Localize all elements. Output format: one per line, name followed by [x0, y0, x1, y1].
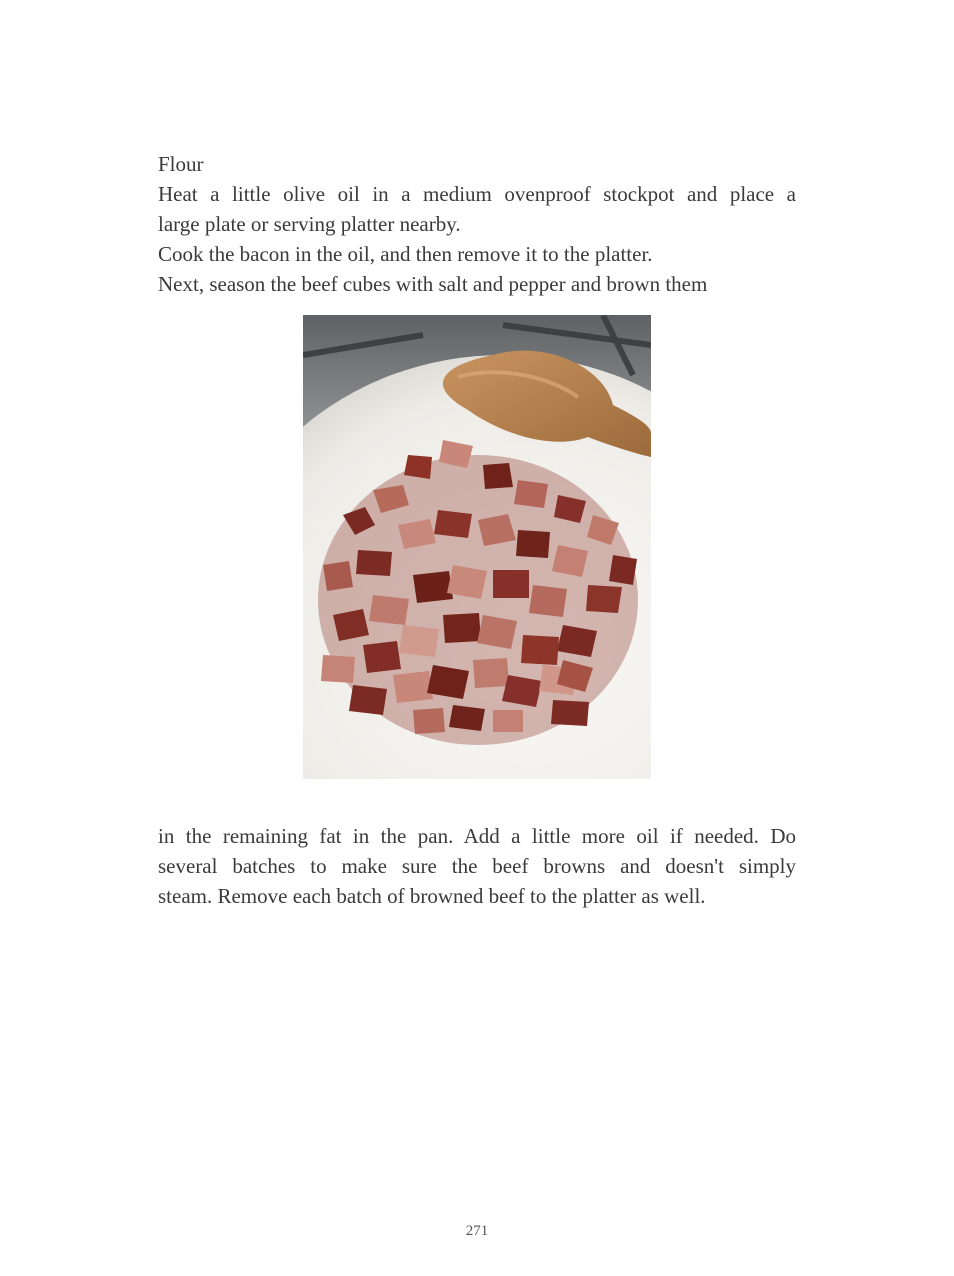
- bacon-photo: [303, 315, 651, 779]
- text-line-remove-batch: steam. Remove each batch of browned beef to the platter as well.: [158, 884, 706, 908]
- page-number: 271: [465, 1223, 489, 1239]
- text-line-remaining-fat: in the remaining fat in the pan. Add a little more oil if needed. Do: [158, 824, 796, 848]
- bacon-photo-illustration: [303, 315, 651, 779]
- text-line-platter: large plate or serving platter nearby.: [158, 212, 461, 236]
- text-line-season-beef: Next, season the beef cubes with salt and pepper and brown them: [158, 272, 708, 296]
- text-line-heat-oil: Heat a little olive oil in a medium ovenproof stockpot and place a: [158, 182, 796, 206]
- text-line-cook-bacon: Cook the bacon in the oil, and then remove it to the platter.: [158, 242, 653, 266]
- bottom-paragraph: [158, 821, 796, 911]
- top-paragraph: [158, 149, 796, 299]
- text-line-batches: several batches to make sure the beef browns and doesn't simply: [158, 854, 796, 878]
- text-line-flour: Flour: [158, 152, 204, 176]
